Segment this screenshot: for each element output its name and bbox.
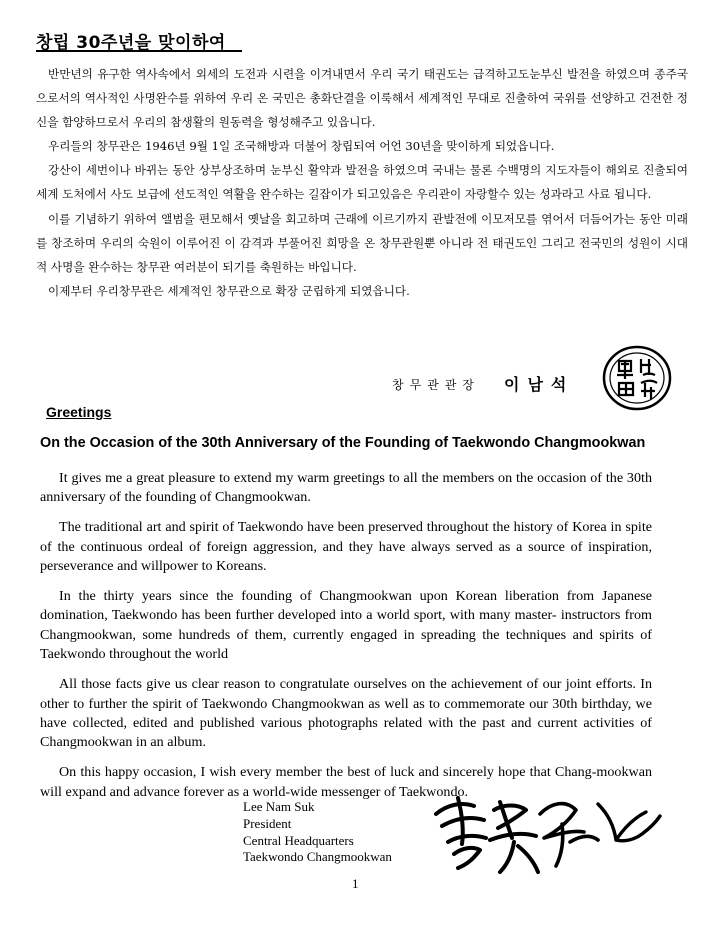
greetings-heading: Greetings xyxy=(46,404,112,420)
english-paragraph-1: It gives me a great pleasure to extend my warm greetings to all the members on the occasion of the 30th anniversary of the founding of Changmookwan. xyxy=(40,470,652,506)
korean-title-underline xyxy=(36,50,242,52)
english-paragraph-2: The traditional art and spirit of Taekwondo have been preserved throughout the history of Korea in spite of the continuous ordeal of foreign aggression, and they have always served as a source of inspiration, perseverance and willpower to Koreans. xyxy=(40,519,652,575)
anniversary-headline: On the Occasion of the 30th Anniversary of the Founding of Taekwondo Changmookwan xyxy=(40,435,646,451)
korean-title: 창립 30주년을 맞이하여 xyxy=(36,33,226,53)
korean-paragraph-1: 반만년의 유구한 역사속에서 외세의 도전과 시련을 이겨내면서 우리 국기 태권도는 급격하고도눈부신 발전을 하였으며 종주국으로서의 역사적인 사명완수를 위하여 우리 온 국민은 총화단결을 이룩해서 세계적인 무대로 진출하여 국위를 선양하고 건전한 정신을 함양하므로서 우리의 참생활의 원동력을 형성해주고 있읍니다. xyxy=(36,67,688,130)
seal-stamp-icon xyxy=(601,345,673,411)
english-paragraph-4: All those facts give us clear reason to congratulate ourselves on the achievement of our joint efforts. In other to further the spirit of Taekwondo Changmookwan as well as to commemorate our 30th birthday, we have collected, edited and published various photographs related with the past and current activities of Changmookwan in an album. xyxy=(40,676,652,751)
signoff-name: Lee Nam Suk xyxy=(243,799,315,814)
handwritten-signature-icon xyxy=(428,784,668,880)
korean-paragraph-3: 강산이 세번이나 바뀌는 동안 상부상조하며 눈부신 활약과 발전을 하였으며 국내는 물론 수백명의 지도자들이 해외로 진출되여 세계 도처에서 사도 보급에 선도적인 역활을 완수하는 길잡이가 되고있음은 우리관이 자랑할수 있는 성과라고 사료 됩니다. xyxy=(36,163,688,202)
page-number: 1 xyxy=(352,876,359,891)
signoff-block xyxy=(243,799,392,866)
english-message xyxy=(40,469,652,813)
korean-signature-title: 창무관관장 xyxy=(392,378,480,392)
korean-message xyxy=(36,62,688,303)
english-paragraph-5: On this happy occasion, I wish every member the best of luck and sincerely hope that Chang-mookwan will expand and advance forever as a world-wide messenger of Taekwondo. xyxy=(40,764,652,800)
signoff-organization: Taekwondo Changmookwan xyxy=(243,849,392,865)
korean-paragraph-5: 이제부터 우리창무관은 세계적인 창무관으로 확장 군립하게 되였읍니다. xyxy=(48,283,410,298)
english-paragraph-3: In the thirty years since the founding of Changmookwan upon Korean liberation from Japanese domination, Taekwondo has been further developed into a world sport, with many master- instructors from Changmookwan, some hundreds of them, currently engaged in spreading the techniques and spirits of Taekwondo throughout the world xyxy=(40,588,652,663)
korean-paragraph-4: 이를 기념하기 위하여 앨범을 편모해서 옛날을 회고하며 근래에 이르기까지 관발전에 이모저모를 엮어서 더듬어가는 동안 미래를 창조하며 우리의 숙원이 이루어진 이 감격과 부풀어진 희망을 온 창무관원뿐 아니라 전 태권도인 그리고 전국민의 성원이 시대적 사명을 완수하는 창무관 여러분이 되기를 축원하는 바입니다. xyxy=(36,211,688,274)
korean-signature-name: 이남석 xyxy=(504,375,575,394)
korean-paragraph-2: 우리들의 창무관은 1946년 9월 1일 조국해방과 더불어 창립되여 어언 30년을 맞이하게 되었읍니다. xyxy=(48,139,555,154)
signoff-position: President xyxy=(243,815,292,831)
signoff-office: Central Headquarters xyxy=(243,832,354,848)
